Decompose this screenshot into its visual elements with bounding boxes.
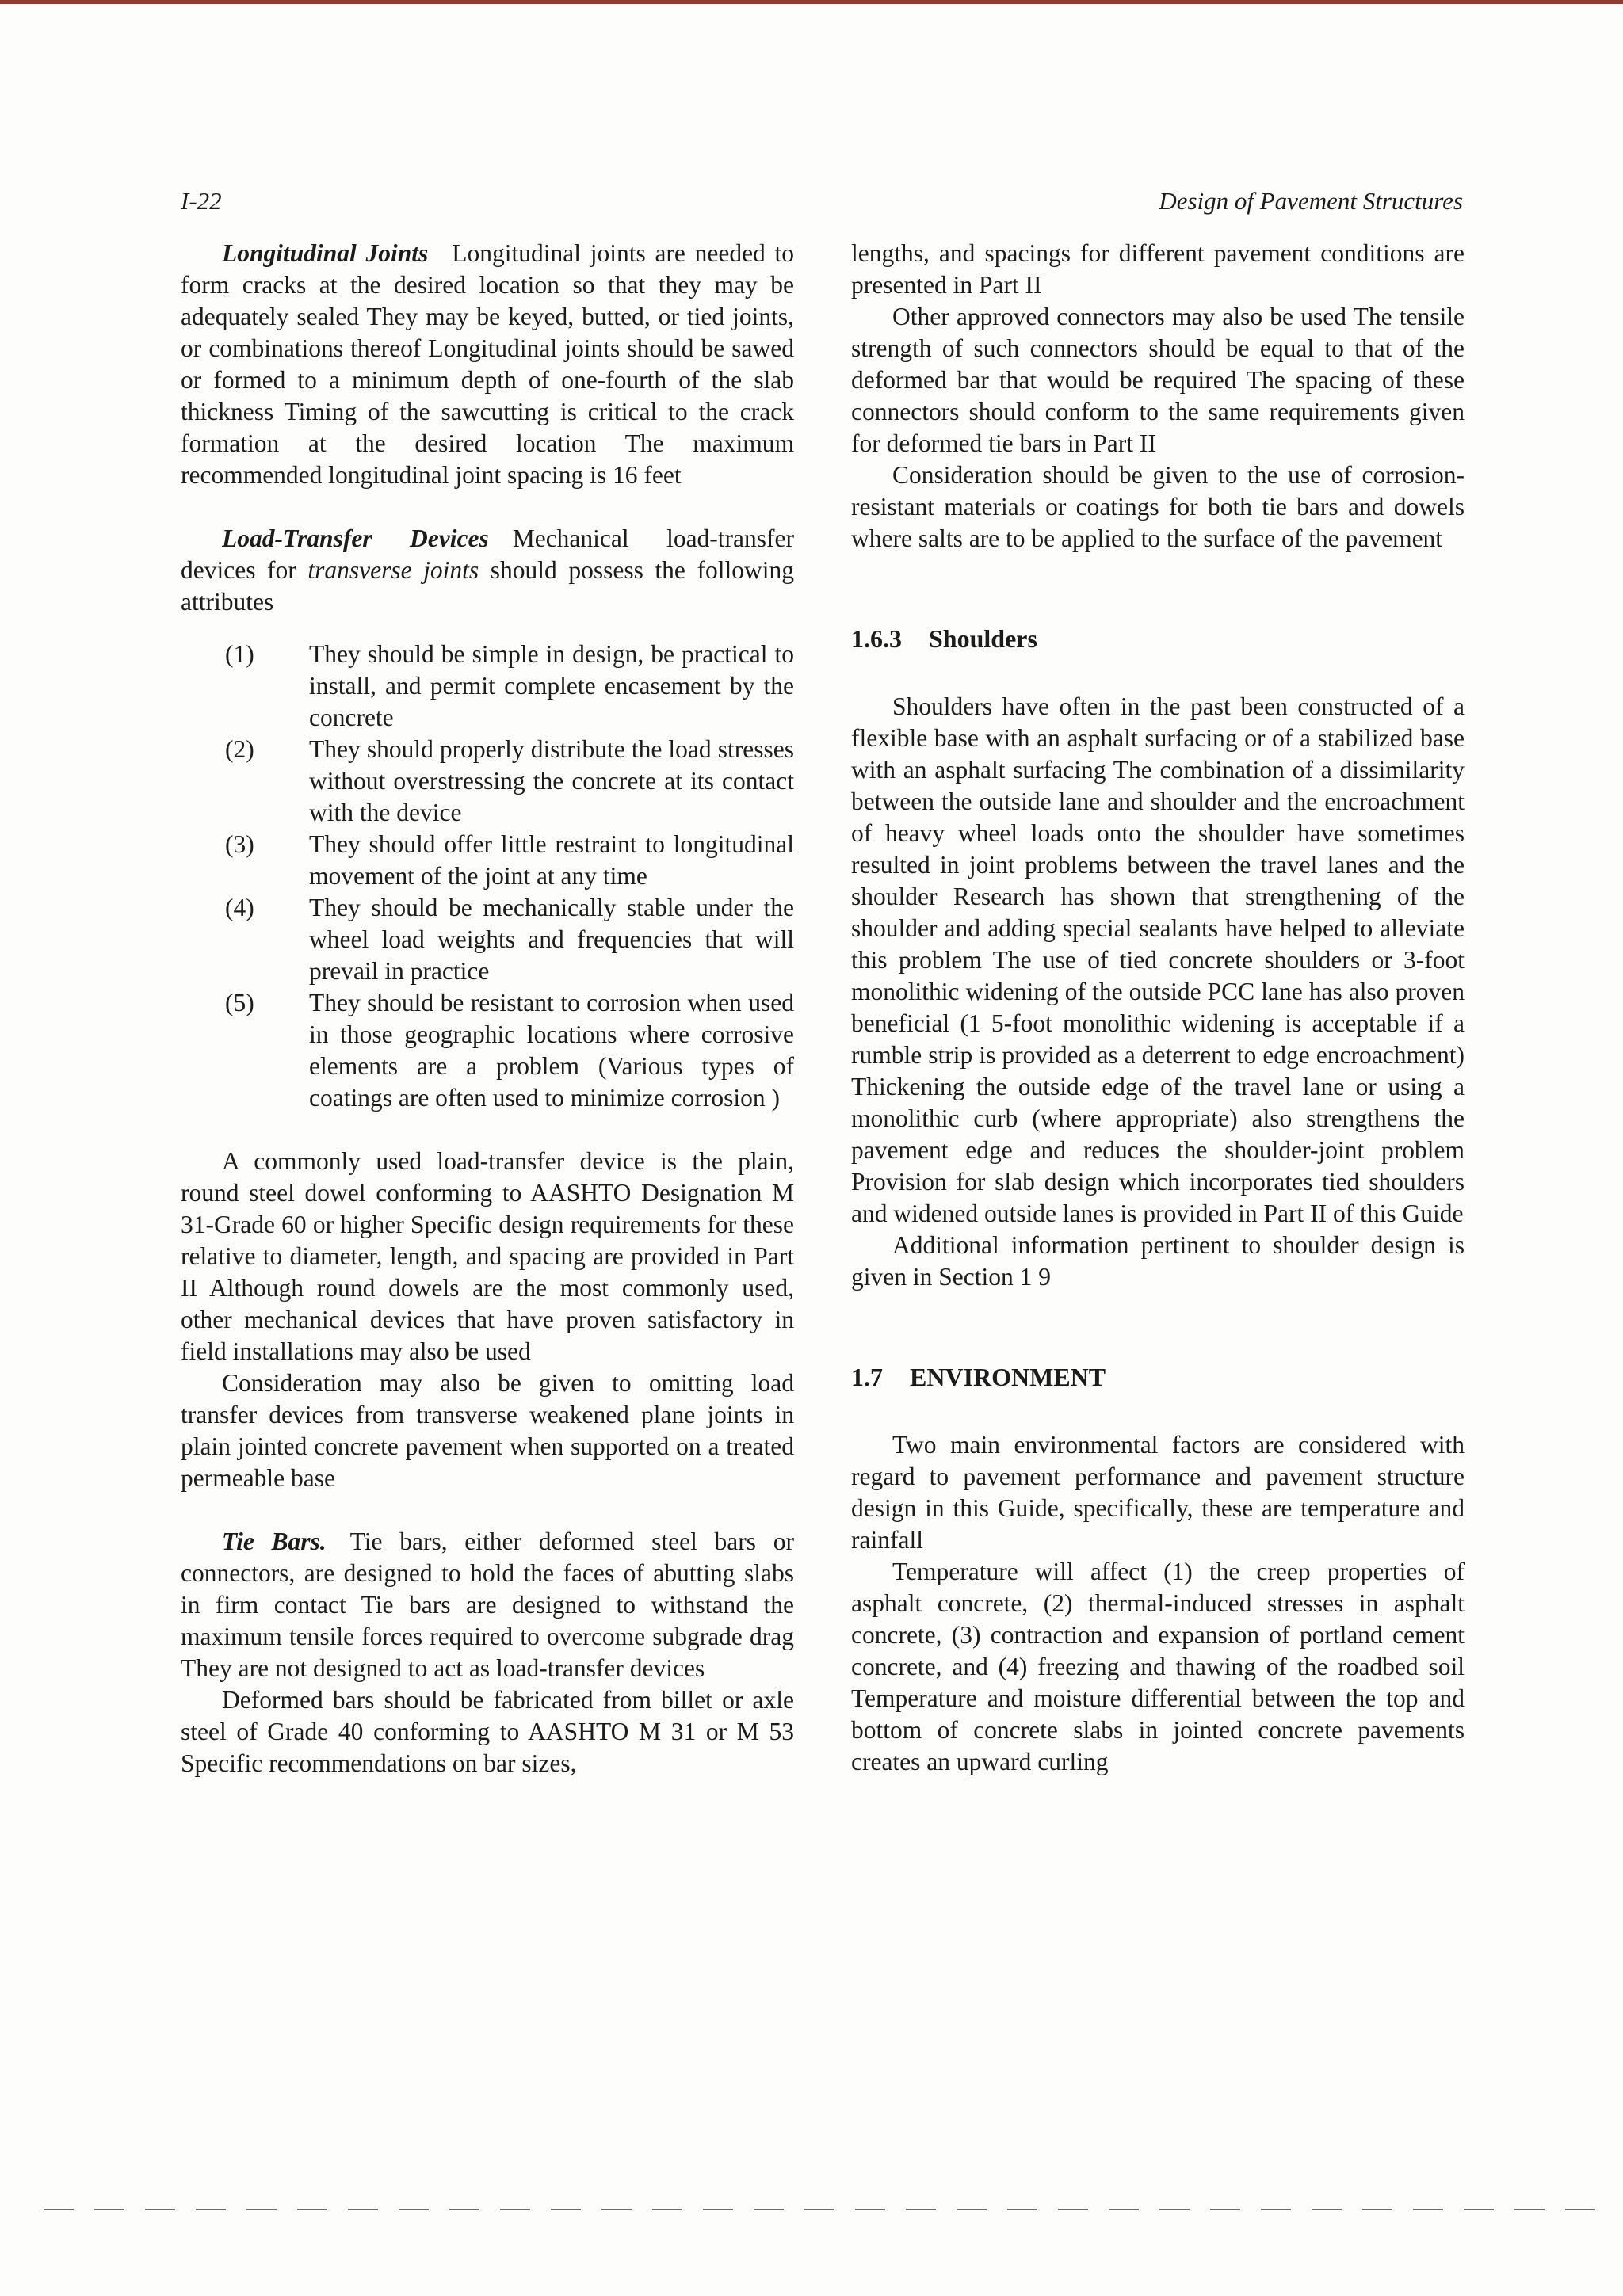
paragraph-load-transfer-devices (181, 523, 794, 618)
paragraph-longitudinal-joints (181, 238, 794, 491)
list-item (181, 829, 794, 892)
paragraph-shoulders-body: Shoulders have often in the past been constructed of a flexible base with an asphalt surfacing or of a stabilized base with an asphalt surfacing The combination of a dissimilarity between the outside lane and shoulder and the encroachment of heavy wheel loads onto the shoulder have sometimes resulted in joint problems between the travel lanes and the shoulder Research has shown that strengthening of the shoulder and adding special sealants have helped to alleviate this problem The use of tied concrete shoulders or 3-foot monolithic widening of the outside PCC lane has also proven beneficial (1 5-foot monolithic widening is acceptable if a rumble strip is provided as a deterrent to edge encroachment) Thickening the outside edge of the travel lane or using a monolithic curb (where appropriate) also strengthens the pavement edge and reduces the shoulder-joint problem Provision for slab design which incorporates tied shoulders and widened outside lanes is provided in Part II of this Guide (851, 692, 1465, 1227)
list-item-text: They should be simple in design, be practical to install, and permit complete encasement by the concrete (309, 640, 794, 731)
section-heading-environment (851, 1361, 1465, 1393)
running-title: Design of Pavement Structures (1159, 187, 1463, 215)
bottom-dashed-fold-line (44, 2209, 1601, 2210)
right-column (851, 238, 1465, 1779)
page-number: I-22 (181, 187, 222, 215)
section-title: ENVIRONMENT (910, 1363, 1106, 1391)
list-item-text: They should offer little restraint to longitudinal movement of the joint at any time (309, 830, 794, 890)
paragraph-other-connectors: Other approved connectors may also be used The tensile strength of such connectors should be equal to that of the deformed bar that would be required The spacing of these connectors should conform to the same requirements given for deformed tie bars in Part II (851, 303, 1465, 457)
list-item (181, 892, 794, 987)
paragraph-shoulder-additional-info: Additional information pertinent to shoulder design is given in Section 1 9 (851, 1231, 1465, 1291)
paragraph-deformed-bars: Deformed bars should be fabricated from billet or axle steel of Grade 40 conforming to AASHTO M 31 or M 53 Specific recommendations on bar sizes, (181, 1686, 794, 1777)
paragraph-lead-longitudinal-joints: Longitudinal Joints (222, 239, 429, 267)
paragraph-environment-factors: Two main environmental factors are considered with regard to pavement performance and pavement structure design in this Guide, specifically, these are temperature and rainfall (851, 1431, 1465, 1554)
page-header (0, 0, 1623, 217)
list-item-text: They should be mechanically stable under the wheel load weights and frequencies that will prevail in practice (309, 894, 794, 985)
list-item-number: (4) (225, 894, 254, 921)
emphasized-text: transverse joints (307, 556, 479, 584)
list-item (181, 987, 794, 1114)
section-number: 1.7 (851, 1363, 883, 1391)
paragraph-omitting-devices: Consideration may also be given to omitting load transfer devices from transverse weakened plane joints in plain jointed concrete pavement when supported on a treated permeable base (181, 1369, 794, 1492)
list-item (181, 639, 794, 734)
page-body (0, 217, 1623, 1779)
paragraph-corrosion-resistant: Consideration should be given to the use of corrosion-resistant materials or coatings for both tie bars and dowels where salts are to be applied to the surface of the pavement (851, 461, 1465, 552)
paragraph-text: Mechanical load-transfer devices for (181, 524, 794, 584)
paragraph-text: should possess the following attributes (181, 556, 794, 616)
list-item-text: They should properly distribute the load stresses without overstressing the concrete at its contact with the device (309, 735, 794, 826)
paragraph-tie-bars (181, 1526, 794, 1684)
list-item-number: (3) (225, 830, 254, 858)
attributes-list (181, 639, 794, 1114)
section-title: Shoulders (929, 624, 1037, 653)
section-heading-shoulders (851, 623, 1465, 654)
list-item-number: (2) (225, 735, 254, 763)
paragraph-lead-tie-bars: Tie Bars. (222, 1527, 327, 1555)
scan-edge-artifact (0, 0, 1623, 4)
section-number: 1.6.3 (851, 624, 902, 653)
list-item-text: They should be resistant to corrosion when used in those geographic locations where corrosive elements are a problem (Various types of coatings are often used to minimize corrosion ) (309, 989, 794, 1112)
paragraph-text: Longitudinal joints are needed to form cracks at the desired location so that they may be adequately sealed They may be keyed, butted, or tied joints, or combinations thereof Longitudinal joints should be sawed or formed to a minimum depth of one-fourth of the slab thickness Timing of the sawcutting is critical to the crack formation at the desired location The maximum recommended longitudinal joint spacing is 16 feet (181, 239, 794, 489)
paragraph-text: Tie bars, either deformed steel bars or connectors, are designed to hold the faces of abutting slabs in firm contact Tie bars are designed to withstand the maximum tensile forces required to overcome subgrade drag They are not designed to act as load-transfer devices (181, 1527, 794, 1682)
list-item-number: (1) (225, 640, 254, 668)
list-item-number: (5) (225, 989, 254, 1016)
left-column (181, 238, 794, 1779)
paragraph-temperature: Temperature will affect (1) the creep properties of asphalt concrete, (2) thermal-induced stresses in asphalt concrete, (3) contraction and expansion of portland cement concrete, and (4) freezing and thawing of the roadbed soil Temperature and moisture differential between the top and bottom of concrete slabs in jointed concrete pavements creates an upward curling (851, 1558, 1465, 1775)
paragraph-lead-load-transfer-devices: Load-Transfer Devices (222, 524, 489, 552)
paragraph-continuation: lengths, and spacings for different pavement conditions are presented in Part II (851, 239, 1465, 299)
list-item (181, 734, 794, 829)
paragraph-dowel: A commonly used load-transfer device is the plain, round steel dowel conforming to AASHTO Designation M 31-Grade 60 or higher Specific design requirements for these relative to diameter, length, and spacing are provided in Part II Although round dowels are the most commonly used, other mechanical devices that have proven satisfactory in field installations may also be used (181, 1147, 794, 1365)
